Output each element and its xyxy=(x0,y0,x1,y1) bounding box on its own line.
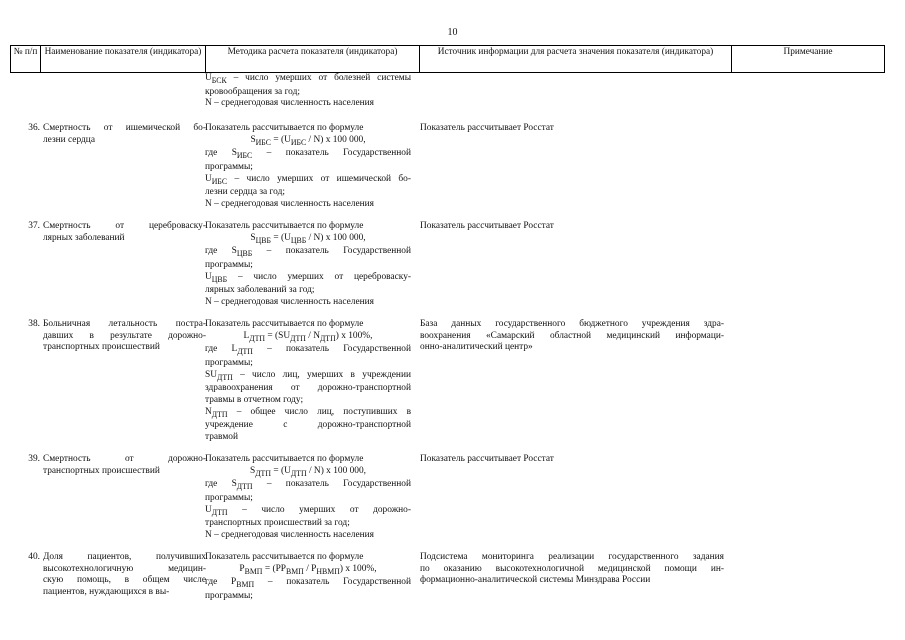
indicator-name-cell xyxy=(43,319,206,354)
indicator-name-line: пациентов, нуждающихся в вы- xyxy=(43,587,170,598)
method-line: $U_{ДТП}$ – число умерших от дорожно- xyxy=(205,504,411,517)
source-line: Показатель рассчитывает Росстат xyxy=(420,454,554,464)
header-name: Наименование показателя (индикатора) xyxy=(41,46,206,73)
header-method: Методика расчета показателя (индикатора) xyxy=(206,46,420,73)
source-cell xyxy=(420,123,724,135)
method-line: N – среднегодовая численность населения xyxy=(205,296,374,307)
indicator-name-line: высокотехнологичную медицин- xyxy=(43,563,206,574)
method-line: программы; xyxy=(205,357,253,368)
method-line: где $P_{ВМП}$ – показатель Государственной xyxy=(205,577,411,590)
method-cell xyxy=(205,73,411,110)
source-cell xyxy=(420,454,724,466)
method-cell xyxy=(205,123,411,211)
indicator-name-cell xyxy=(43,552,206,599)
source-line: Показатель рассчитывает Росстат xyxy=(420,221,554,231)
method-cell xyxy=(205,552,411,603)
method-line: где $S_{ДТП}$ – показатель Государственной xyxy=(205,479,411,492)
method-line: Показатель рассчитывается по формуле xyxy=(205,552,364,562)
method-line: $U_{ИБС}$ – число умерших от ишемической бо- xyxy=(205,173,411,186)
method-line: $U_{БСК}$ – число умерших от болезней системы xyxy=(205,73,411,85)
method-cell xyxy=(205,454,411,542)
indicator-name-line: Больничная летальность постра- xyxy=(43,319,206,329)
method-line: N – среднегодовая численность населения xyxy=(205,198,374,209)
method-line: Показатель рассчитывается по формуле xyxy=(205,123,364,133)
source-cell xyxy=(420,221,724,233)
indicator-name-cell xyxy=(43,123,206,146)
method-line: программы; xyxy=(205,161,253,172)
method-line: транспортных происшествий за год; xyxy=(205,518,350,529)
indicator-name-line: транспортных происшествий xyxy=(43,342,160,353)
row-number: 40. xyxy=(28,552,40,562)
formula: $S_{ИБС} = (U_{ИБС} / N)$ x 100 000, xyxy=(250,134,366,147)
method-line: N – среднегодовая численность населения xyxy=(205,529,374,540)
source-cell xyxy=(420,319,724,354)
indicator-name-line: скую помощь, в общем числе xyxy=(43,575,206,586)
row-number: 39. xyxy=(28,454,40,464)
method-line: N – среднегодовая численность населения xyxy=(205,98,374,109)
method-line: $SU_{ДТП}$ – число лиц, умерших в учреждении xyxy=(205,369,411,382)
indicator-name-line: лярных заболеваний xyxy=(43,232,125,243)
indicator-name-line: Смертность от дорожно- xyxy=(43,454,206,464)
header-note: Примечание xyxy=(732,46,885,73)
indicator-name-cell xyxy=(43,221,206,244)
indicator-name-line: Доля пациентов, получивших xyxy=(43,552,206,562)
formula: $P_{ВМП} = (PP_{ВМП} / P_{НВМП})$ x 100%, xyxy=(239,563,377,576)
header-source: Источник информации для расчета значения показателя (индикатора) xyxy=(420,46,732,73)
method-line: травмы в отчетном году; xyxy=(205,394,304,405)
page-number: 10 xyxy=(447,27,458,38)
method-line: здравоохранения от дорожно-транспортной xyxy=(205,383,411,394)
source-line: формационно-аналитической системы Минздрава России xyxy=(420,575,651,586)
formula: $L_{ДТП} = (SU_{ДТП} / N_{ДТП})$ x 100%, xyxy=(243,330,373,343)
indicator-name-line: Смертность от ишемической бо- xyxy=(43,123,206,133)
source-line: Подсистема мониторинга реализации государственного задания xyxy=(420,552,724,562)
method-line: $N_{ДТП}$ – общее число лиц, поступивших в xyxy=(205,406,411,419)
indicator-name-line: лезни сердца xyxy=(43,134,95,145)
method-line: травмой xyxy=(205,431,238,442)
indicator-name-line: транспортных происшествий xyxy=(43,465,160,476)
method-cell xyxy=(205,221,411,309)
method-line: Показатель рассчитывается по формуле xyxy=(205,454,364,464)
source-cell xyxy=(420,552,724,587)
indicator-name-cell xyxy=(43,454,206,477)
formula: $S_{ДТП} = (U_{ДТП} / N)$ x 100 000, xyxy=(249,465,367,478)
method-line: программы; xyxy=(205,590,253,601)
method-line: программы; xyxy=(205,492,253,503)
indicator-name-line: давших в результате дорожно- xyxy=(43,330,206,341)
method-line: кровообращения за год; xyxy=(205,86,300,97)
method-line: программы; xyxy=(205,259,253,270)
source-line: по оказанию высокотехнологичной медицинской помощи ин- xyxy=(420,563,724,574)
source-line: База данных государственного бюджетного учреждения здра- xyxy=(420,319,724,329)
source-line: Показатель рассчитывает Росстат xyxy=(420,123,554,133)
source-line: онно-аналитический центр» xyxy=(420,342,533,353)
source-line: воохранения «Самарский областной медицинский информаци- xyxy=(420,330,724,341)
formula: $S_{ЦВБ} = (U_{ЦВБ} / N)$ x 100 000, xyxy=(250,232,366,245)
method-cell xyxy=(205,319,411,444)
row-number: 38. xyxy=(28,319,40,329)
row-number: 37. xyxy=(28,221,40,231)
method-line: Показатель рассчитывается по формуле xyxy=(205,221,364,231)
method-line: где $S_{ИБС}$ – показатель Государственной xyxy=(205,148,411,161)
method-line: $U_{ЦВБ}$ – число умерших от цереброваску- xyxy=(205,271,411,284)
header-num: № п/п xyxy=(11,46,41,73)
row-number: 36. xyxy=(28,123,40,133)
method-line: учреждение с дорожно-транспортной xyxy=(205,420,411,431)
indicator-name-line: Смертность от цереброваску- xyxy=(43,221,206,231)
method-line: лярных заболеваний за год; xyxy=(205,285,315,296)
method-line: лезни сердца за год; xyxy=(205,187,285,198)
table-header xyxy=(10,45,885,73)
method-line: где $L_{ДТП}$ – показатель Государственной xyxy=(205,344,411,357)
method-line: Показатель рассчитывается по формуле xyxy=(205,319,364,329)
method-line: где $S_{ЦВБ}$ – показатель Государственной xyxy=(205,246,411,259)
